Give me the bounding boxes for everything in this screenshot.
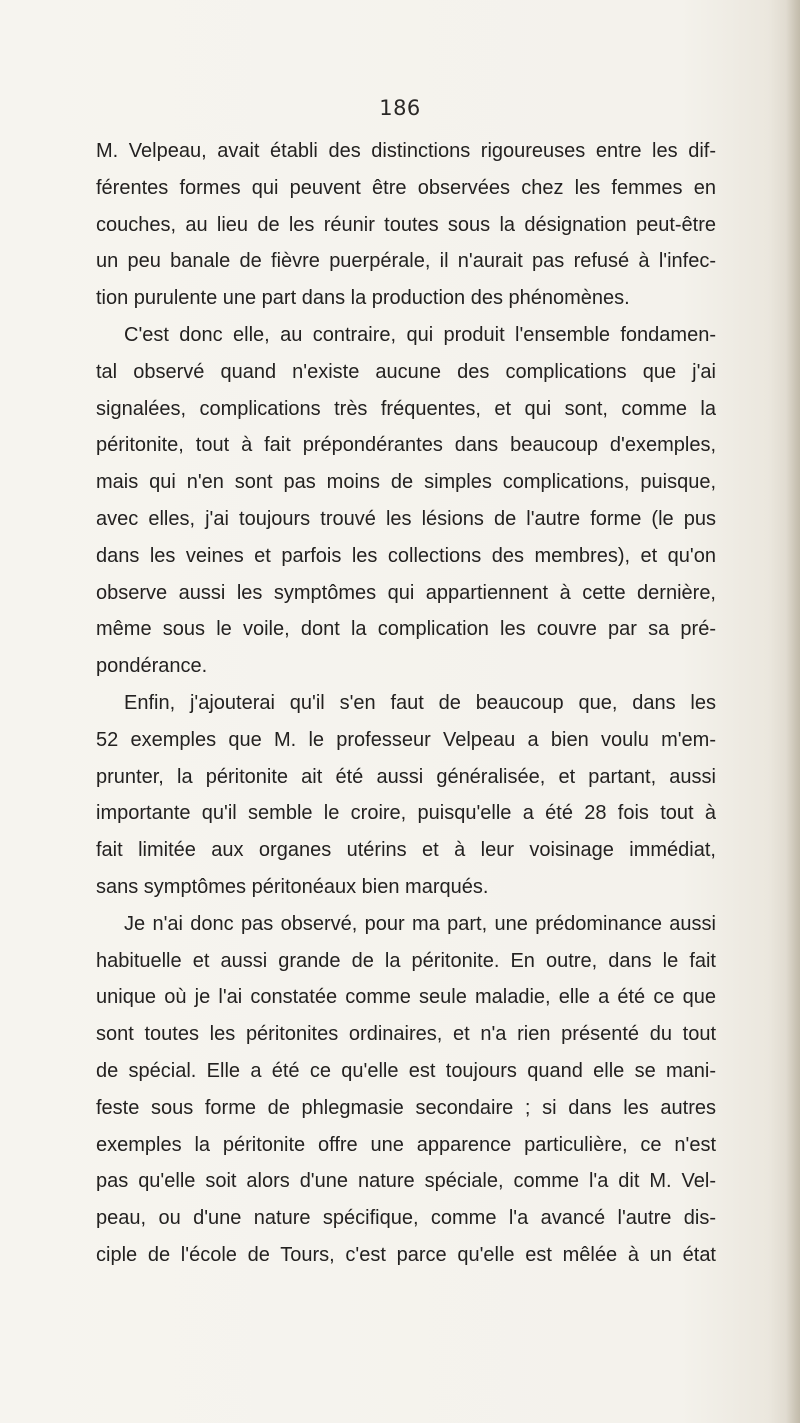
text-line: sont toutes les péritonites ordinaires, et n'a rien présenté du tout <box>96 1023 716 1046</box>
text-line: C'est donc elle, au contraire, qui produit l'ensemble fondamen- <box>124 323 716 346</box>
text-line: Enfin, j'ajouterai qu'il s'en faut de beaucoup que, dans les <box>124 691 716 714</box>
text-line: 52 exemples que M. le professeur Velpeau a bien voulu m'em- <box>96 728 716 751</box>
text-line: feste sous forme de phlegmasie secondaire ; si dans les autres <box>96 1096 716 1119</box>
text-line: même sous le voile, dont la complication les couvre par sa pré- <box>96 618 716 641</box>
text-line: sans symptômes péritonéaux bien marqués. <box>96 875 489 898</box>
text-line: de spécial. Elle a été ce qu'elle est toujours quand elle se mani- <box>96 1059 716 1082</box>
text-line: tal observé quand n'existe aucune des complications que j'ai <box>96 360 716 383</box>
text-line: péritonite, tout à fait prépondérantes dans beaucoup d'exemples, <box>96 434 716 457</box>
page-edge-shadow <box>786 0 800 1423</box>
text-line: pas qu'elle soit alors d'une nature spéciale, comme l'a dit M. Vel- <box>96 1170 716 1193</box>
body-text <box>96 133 716 1274</box>
text-line: habituelle et aussi grande de la péritonite. En outre, dans le fait <box>96 949 716 972</box>
text-line: prunter, la péritonite ait été aussi généralisée, et partant, aussi <box>96 765 716 788</box>
text-line: M. Velpeau, avait établi des distinctions rigoureuses entre les dif- <box>96 140 716 162</box>
text-line: observe aussi les symptômes qui appartiennent à cette dernière, <box>96 581 716 604</box>
text-line: dans les veines et parfois les collections des membres), et qu'on <box>96 544 716 567</box>
text-line: tion purulente une part dans la production des phénomènes. <box>96 287 630 310</box>
text-line: unique où je l'ai constatée comme seule maladie, elle a été ce que <box>96 986 716 1009</box>
text-line: pondérance. <box>96 655 208 678</box>
page-number: 186 <box>379 96 421 120</box>
text-line: fait limitée aux organes utérins et à leur voisinage immédiat, <box>96 839 716 862</box>
text-line: avec elles, j'ai toujours trouvé les lésions de l'autre forme (le pus <box>96 507 716 530</box>
text-line: Je n'ai donc pas observé, pour ma part, une prédominance aussi <box>124 912 716 935</box>
text-line: ciple de l'école de Tours, c'est parce qu'elle est mêlée à un état <box>96 1243 716 1266</box>
text-line: un peu banale de fièvre puerpérale, il n'aurait pas refusé à l'infec- <box>96 250 716 273</box>
text-line: mais qui n'en sont pas moins de simples complications, puisque, <box>96 471 716 494</box>
text-line: exemples la péritonite offre une apparence particulière, ce n'est <box>96 1133 716 1156</box>
text-line: férentes formes qui peuvent être observées chez les femmes en <box>96 176 716 199</box>
text-line: peau, ou d'une nature spécifique, comme l'a avancé l'autre dis- <box>96 1207 716 1230</box>
text-line: importante qu'il semble le croire, puisqu'elle a été 28 fois tout à <box>96 802 716 825</box>
text-line: signalées, complications très fréquentes, et qui sont, comme la <box>96 397 716 420</box>
text-line: couches, au lieu de les réunir toutes sous la désignation peut-être <box>96 213 716 236</box>
